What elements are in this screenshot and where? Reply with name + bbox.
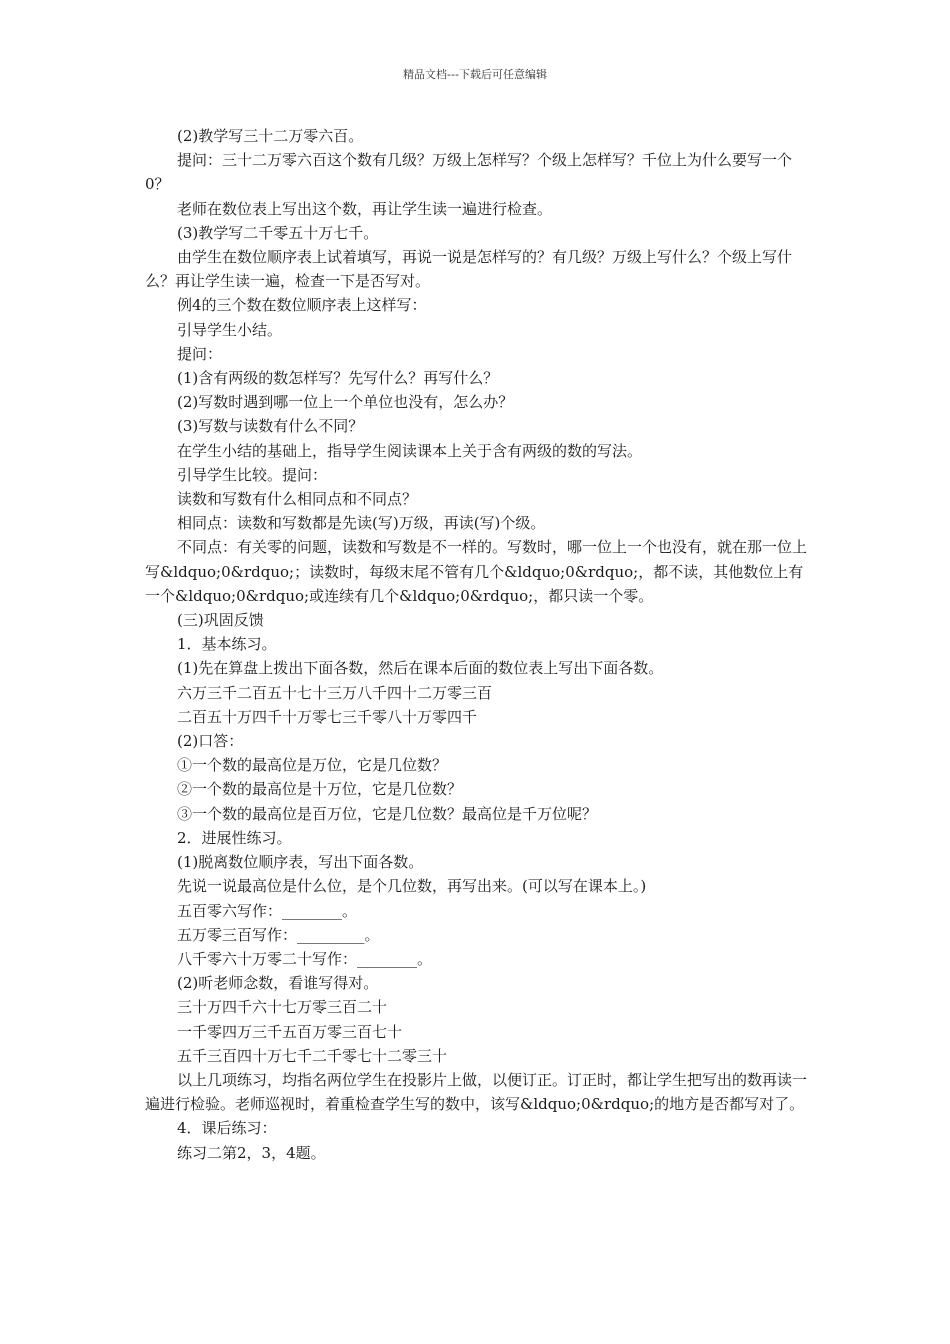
paragraph: ①一个数的最高位是万位，它是几位数？ <box>177 756 448 775</box>
section-heading: (三)巩固反馈 <box>177 611 264 630</box>
paragraph: 2．进展性练习。 <box>177 828 292 847</box>
paragraph: 在学生小结的基础上，指导学生阅读课本上关于含有两级的数的写法。 <box>177 441 643 460</box>
paragraph: 五万零三百写作：_________。 <box>177 925 380 944</box>
page-header: 精品文档---下载后可任意编辑 <box>403 68 547 81</box>
paragraph: 练习二第2，3，4题。 <box>177 1143 326 1162</box>
paragraph: 先说一说最高位是什么位，是个几位数，再写出来。(可以写在课本上。) <box>177 877 647 896</box>
paragraph: 八千零六十万零二十写作：________。 <box>177 949 433 968</box>
paragraph: 1．基本练习。 <box>177 635 277 654</box>
paragraph: (1)含有两级的数怎样写？先写什么？再写什么？ <box>177 369 499 388</box>
paragraph: 例4的三个数在数位顺序表上这样写： <box>177 296 427 315</box>
paragraph: 三十万四千六十七万零三百二十 <box>177 998 388 1017</box>
paragraph: 一千零四万三千五百万零三百七十 <box>177 1022 403 1041</box>
paragraph: 4．课后练习： <box>177 1119 277 1138</box>
paragraph: 不同点：有关零的问题，读数和写数是不一样的。写数时，哪一位上一个也没有，就在那一位上写&ldquo;0&rdquo;；读数时，每级末尾不管有几个&ldquo;0&rdquo;，都不读，其他数位上有一个&ldquo;0&rdquo;或连续有几个&ldquo;0&rdquo;，都只读一个零。 <box>145 538 808 605</box>
paragraph: (2)听老师念数，看谁写得对。 <box>177 974 379 993</box>
paragraph: (2)教学写三十二万零六百。 <box>177 127 364 145</box>
paragraph: 五千三百四十万七千二千零七十二零三十 <box>177 1046 448 1065</box>
paragraph: 读数和写数有什么相同点和不同点？ <box>177 490 418 509</box>
document-body <box>145 124 807 1165</box>
paragraph: 老师在数位表上写出这个数，再让学生读一遍进行检查。 <box>177 199 553 218</box>
paragraph: 以上几项练习，均指名两位学生在投影片上做，以便订正。订正时，都让学生把写出的数再读一遍进行检验。老师巡视时，着重检查学生写的数中，该写&ldquo;0&rdquo;的地方是否都写对了。 <box>145 1070 808 1114</box>
paragraph: 六万三千二百五十七十三万八千四十二万零三百 <box>177 683 493 702</box>
paragraph: 引导学生小结。 <box>177 320 283 339</box>
paragraph: 引导学生比较。提问： <box>177 465 328 484</box>
paragraph: 由学生在数位顺序表上试着填写，再说一说是怎样写的？有几级？万级上写什么？个级上写什么？再让学生读一遍，检查一下是否写对。 <box>145 248 793 291</box>
paragraph: (1)脱离数位顺序表，写出下面各数。 <box>177 853 424 872</box>
paragraph: (1)先在算盘上拨出下面各数，然后在课本后面的数位表上写出下面各数。 <box>177 659 664 678</box>
paragraph: 相同点：读数和写数都是先读(写)万级，再读(写)个级。 <box>177 514 546 533</box>
paragraph: (3)写数与读数有什么不同？ <box>177 417 364 436</box>
paragraph: (2)口答： <box>177 732 244 751</box>
paragraph: 提问： <box>177 344 223 363</box>
paragraph: 提问：三十二万零六百这个数有几级？万级上怎样写？个级上怎样写？千位上为什么要写一个0？ <box>145 151 793 194</box>
paragraph: ②一个数的最高位是十万位，它是几位数？ <box>177 780 463 799</box>
paragraph: 二百五十万四千十万零七三千零八十万零四千 <box>177 707 478 726</box>
paragraph: (3)教学写二千零五十万七千。 <box>177 223 379 242</box>
paragraph: 五百零六写作：________。 <box>177 901 358 920</box>
paragraph: (2)写数时遇到哪一位上一个单位也没有，怎么办？ <box>177 393 514 412</box>
paragraph: ③一个数的最高位是百万位，它是几位数？最高位是千万位呢？ <box>177 804 598 823</box>
